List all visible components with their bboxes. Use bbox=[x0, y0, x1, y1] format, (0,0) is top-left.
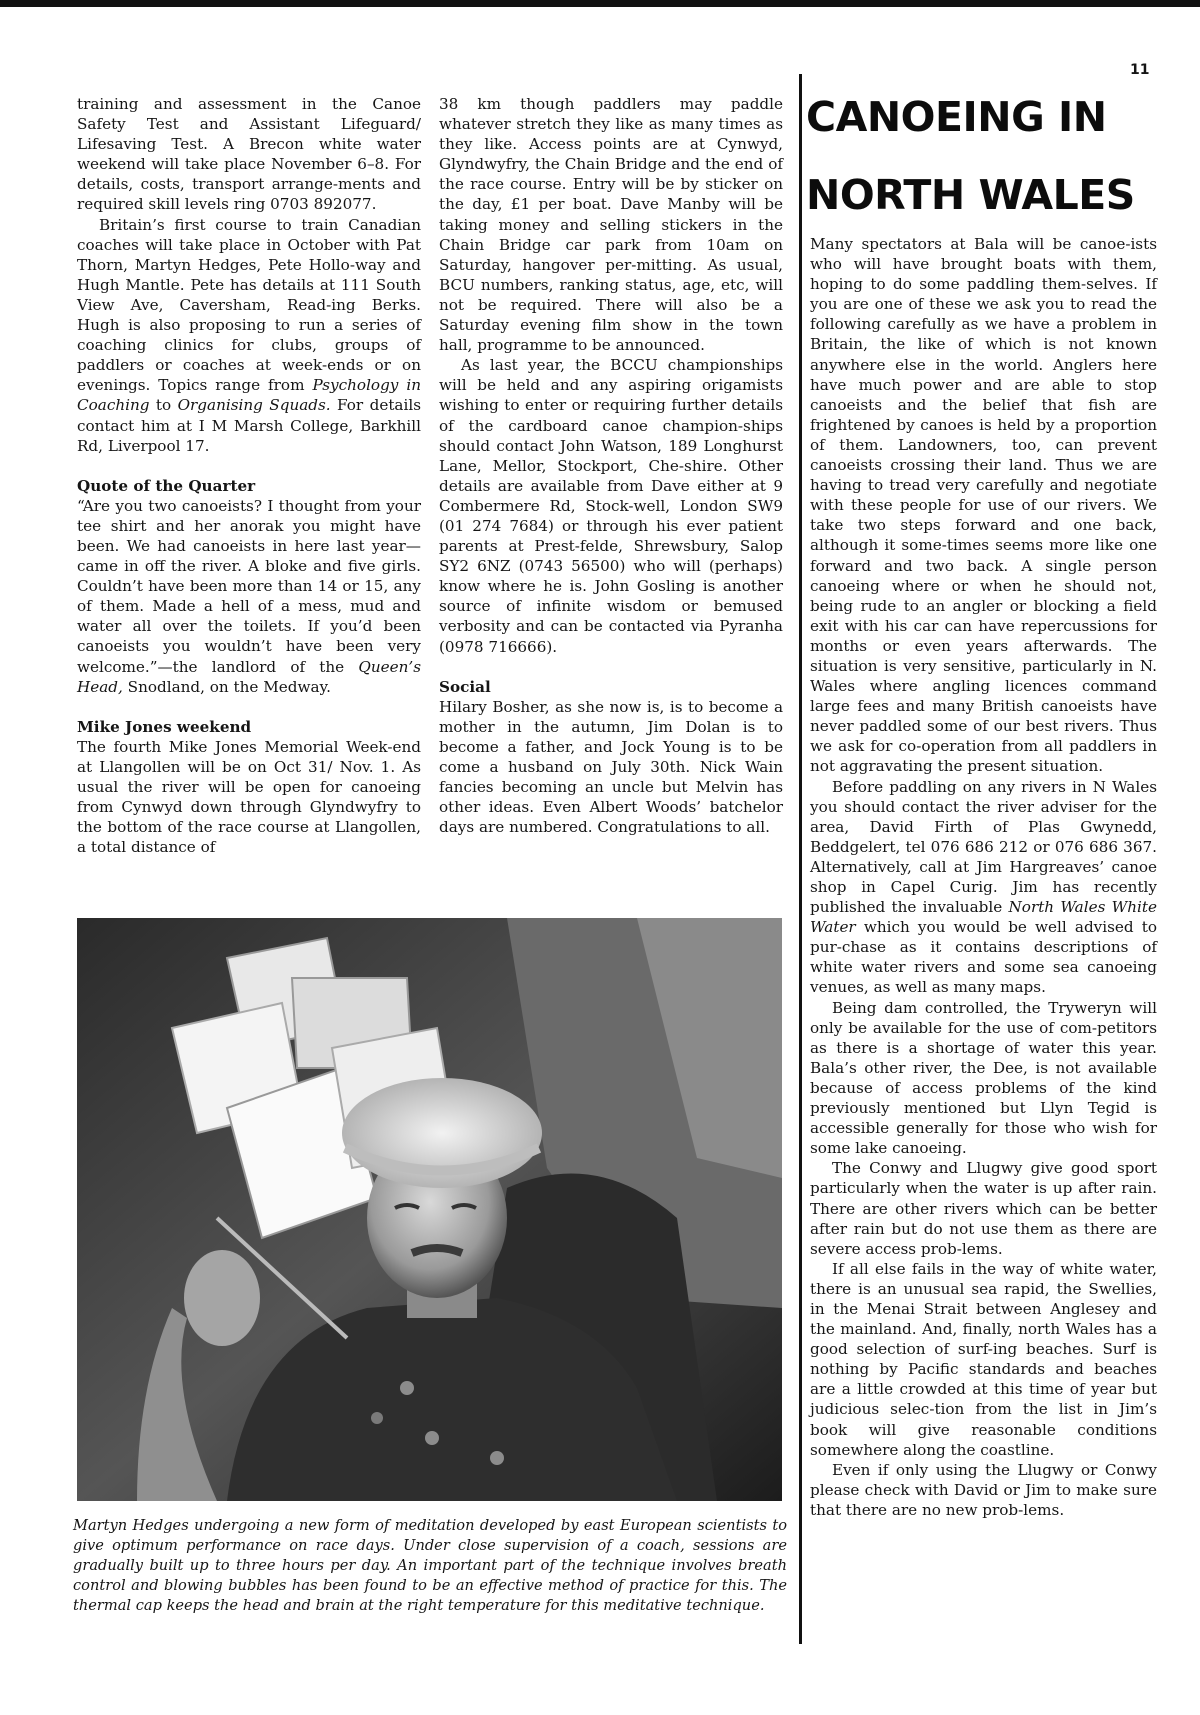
column-1 bbox=[77, 94, 421, 857]
col2-paragraph-1: 38 km though paddlers may paddle whatever stretch they like as many times as they like. Access points are at Cynwyd, Glyndwyfry, the Chain Bridge and the end of the race course. Entry will be by sticker on the day, £1 per boat. Dave Manby will be taking money and selling stickers in the Chain Bridge car park from 10am on Saturday, hangover per-mitting. As usual, BCU numbers, ranking status, age, etc, will not be required. There will also be a Saturday evening film show in the town hall, programme to be announced. bbox=[439, 95, 783, 355]
col3-paragraph-2: Before paddling on any rivers in N Wales you should contact the river adviser for the area, David Firth of Plas Gwynedd, Beddgelert, tel 076 686 212 or 076 686 367. Alternatively, call at Jim Hargreaves’ canoe shop in Capel Curig. Jim has recently published the invaluable North Wales White Water which you would be well advised to pur-chase as it contains descriptions of white water rivers and some sea canoeing venues, as well as many maps. bbox=[810, 777, 1157, 997]
col2-paragraph-2: As last year, the BCCU championships will be held and any aspiring origamists wishing to enter or requiring further details of the cardboard canoe champion-ships should contact John Watson, 189 Longhurst Lane, Mellor, Stockport, Che-shire. Other details are available from Dave either at 9 Combermere Rd, Stock-well, London SW9 (01 274 7684) or through his ever patient parents at Prest-felde, Shrewsbury, Salop SY2 6NZ (0743 56500) who will (perhaps) know where he is. John Gosling is another source of infinite wisdom or bemused verbosity and can be contacted via Pyranha (0978 716666). bbox=[439, 356, 783, 656]
book-title-squads: Organising Squads. bbox=[177, 396, 331, 415]
col3-paragraph-1: Many spectators at Bala will be canoe-ists who will have brought boats with them, hoping to do some paddling them-selves. If you are one of these we ask you to read the following carefully as we have a problem in Britain, the like of which is not known anywhere else in the world. Anglers here have much power and are able to stop canoeists and the belief that fish are frightened by canoes is held by a proportion of them. Landowners, too, can prevent canoeists crossing their land. Thus we are having to tread very carefully and negotiate with these people for use of our rivers. We take two steps forward and one back, although it some-times seems more like one forward and two back. A single person canoeing where or when he should not, being rude to an angler or blocking a field exit with his car can have repercussions for months or even years afterwards. The situation is very sensitive, particularly in N. Wales where angling licences command large fees and many British canoeists have never paddled some of our best rivers. Thus we ask for co-operation from all paddlers in not aggravating the present situation. bbox=[810, 235, 1157, 776]
book-title-white-water: North Wales White Water bbox=[810, 898, 1157, 937]
photo-man-in-shower-cap bbox=[77, 918, 782, 1501]
quote-heading: Quote of the Quarter bbox=[77, 476, 256, 495]
quote-text: “Are you two canoeists? I thought from your tee shirt and her anorak you might have been. We had canoeists in here last year—came in off the river. A bloke and five girls. Couldn’t have been more than 14 or 15, any of them. Made a hell of a mess, mud and water all over the toilets. If you’d been canoeists you wouldn’t have been very welcome.”—the landlord of the Queen’s Head, Snodland, on the Medway. bbox=[77, 496, 421, 696]
col1-paragraph-2: Britain’s first course to train Canadian coaches will take place in October with Pat Thorn, Martyn Hedges, Pete Hollo-way and Hugh Mantle. Pete has details at 111 South View Ave, Caversham, Read-ing Berks. Hugh is also proposing to run a series of coaching clinics for clubs, groups of paddlers or coaches at week-ends or on evenings. Topics range from Psychology in Coaching to Organising Squads. For details contact him at I M Marsh College, Barkhill Rd, Liverpool 17. bbox=[77, 215, 421, 455]
article-headline bbox=[806, 78, 1168, 234]
col3-paragraph-4: The Conwy and Llugwy give good sport particularly when the water is up after rain. There are other rivers which can be better after rain but do not use them as there are severe access prob-lems. bbox=[810, 1159, 1157, 1258]
col3-paragraph-5: If all else fails in the way of white water, there is an unusual sea rapid, the Swellies, in the Menai Strait between Anglesey and the mainland. And, finally, north Wales has a good selection of surf-ing beaches. Surf is nothing by Pacific standards and beaches are a little crowded at this time of year but judicious selec-tion from the list in Jim’s book will give reasonable conditions somewhere along the coastline. bbox=[810, 1259, 1157, 1459]
column-2 bbox=[439, 94, 783, 837]
book-title-psychology: Psychology in Coaching bbox=[77, 376, 421, 415]
photo-caption: Martyn Hedges undergoing a new form of meditation developed by east European scientists to give optimum performance on race days. Under close supervision of a coach, sessions are gradually built up to three hours per day. An important part of the technique involves breath control and blowing bubbles has been found to be an effective method of practice for this. The thermal cap keeps the head and brain at the right temperature for this meditative technique. bbox=[73, 1517, 787, 1614]
col3-paragraph-6: Even if only using the Llugwy or Conwy please check with David or Jim to make sure that there are no new prob-lems. bbox=[810, 1460, 1157, 1519]
headline-line-2: NORTH WALES bbox=[806, 171, 1135, 219]
col3-paragraph-3: Being dam controlled, the Tryweryn will only be available for the use of com-petitors as there is a shortage of water this year. Bala’s other river, the Dee, is not available because of access problems of the kind previously mentioned but Llyn Tegid is accessible generally for those who wish for some lake canoeing. bbox=[810, 998, 1157, 1158]
mike-jones-heading: Mike Jones weekend bbox=[77, 717, 252, 736]
column-divider bbox=[799, 74, 802, 1644]
column-3 bbox=[810, 234, 1157, 1520]
social-text: Hilary Bosher, as she now is, is to become a mother in the autumn, Jim Dolan is to become a father, and Jock Young is to be come a husband on July 30th. Nick Wain fancies becoming an uncle but Melvin has other ideas. Even Albert Woods’ batchelor days are numbered. Congratulations to all. bbox=[439, 697, 783, 837]
top-border-bar bbox=[0, 0, 1200, 7]
pub-name: Queen’s Head, bbox=[77, 657, 421, 696]
social-heading: Social bbox=[439, 677, 491, 696]
page-number: 11 bbox=[1130, 62, 1150, 78]
headline-line-1: CANOEING IN bbox=[806, 93, 1107, 141]
col1-paragraph-1: training and assessment in the Canoe Safety Test and Assistant Lifeguard/ Lifesaving Test. A Brecon white water weekend will take place November 6–8. For details, costs, transport arrange-ments and required skill levels ring 0703 892077. bbox=[77, 95, 421, 214]
mike-jones-text: The fourth Mike Jones Memorial Week-end at Llangollen will be on Oct 31/ Nov. 1. As usual the river will be open for canoeing from Cynwyd down through Glyndwyfry to the bottom of the race course at Llangollen, a total distance of bbox=[77, 737, 421, 857]
